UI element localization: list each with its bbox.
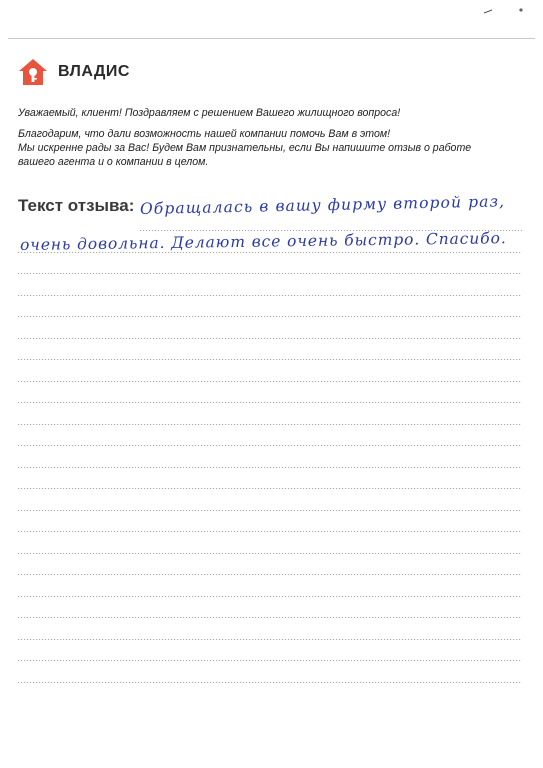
handwritten-review-line-2: очень довольна. Делают все очень быстро. Спасибо.	[19, 229, 507, 254]
thanks-line-2: Мы искренне рады за Вас! Будем Вам признательны, если Вы напишите отзыв о работе	[18, 142, 472, 154]
thanks-line-3: вашего агента и о компании в целом.	[18, 156, 209, 168]
brand-name: ВЛАДИС	[58, 63, 130, 80]
thanks-line-1: Благодарим, что дали возможность нашей компании помочь Вам в этом!	[18, 128, 391, 140]
greeting-line: Уважаемый, клиент! Поздравляем с решением Вашего жилищного вопроса!	[18, 107, 401, 119]
handwritten-review-line-1: Обращалась в вашу фирму второй раз,	[139, 192, 506, 218]
review-label: Текст отзыва:	[18, 196, 135, 215]
